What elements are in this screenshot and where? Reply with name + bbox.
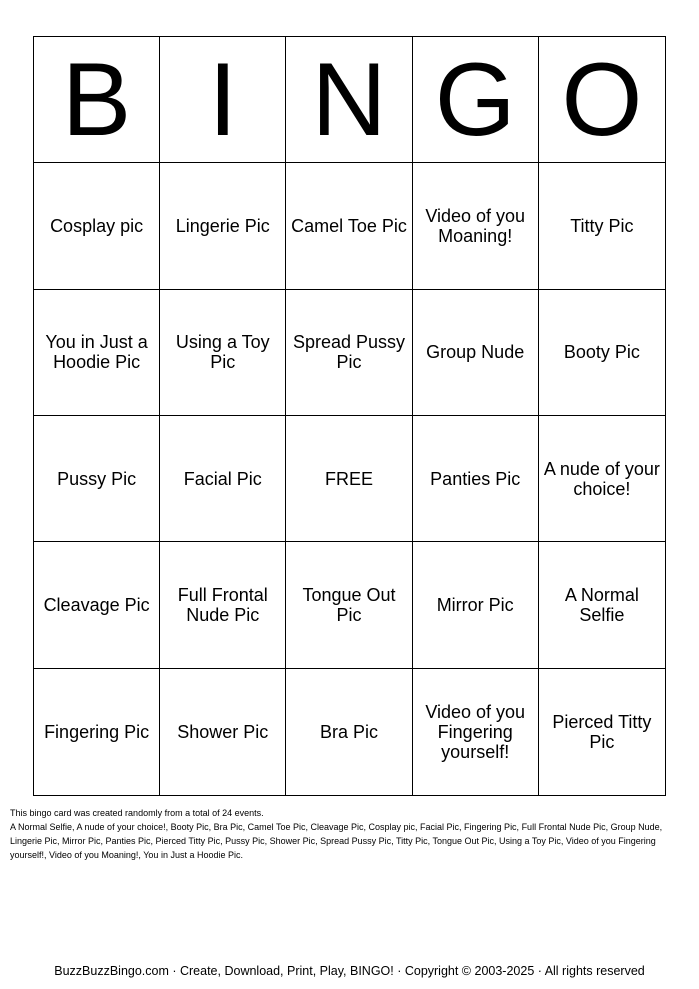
square-label: Video of you Moaning!	[425, 205, 526, 246]
footer-copyright: BuzzBuzzBingo.com · Create, Download, Print, Play, BINGO! · Copyright © 2003-2025 · All rights reserved	[54, 964, 645, 978]
header-cell-g	[413, 37, 539, 163]
square-label: Panties Pic	[430, 468, 521, 489]
header-letter: G	[434, 41, 516, 158]
bingo-square	[34, 669, 160, 795]
bingo-square	[413, 669, 539, 795]
bingo-square	[413, 290, 539, 416]
bingo-square	[539, 542, 665, 668]
header-cell-o	[539, 37, 665, 163]
square-label: Cleavage Pic	[43, 594, 150, 615]
bingo-square	[34, 290, 160, 416]
bingo-square	[539, 416, 665, 542]
square-label: A Normal Selfie	[564, 584, 639, 625]
square-label: Using a Toy Pic	[175, 332, 270, 373]
square-label: Spread Pussy Pic	[292, 332, 406, 373]
bingo-square	[160, 542, 286, 668]
bingo-square	[160, 290, 286, 416]
header-letter: N	[311, 41, 387, 158]
square-label: Titty Pic	[570, 215, 634, 236]
square-label: Tongue Out Pic	[302, 584, 396, 625]
info-events-list: A Normal Selfie, A nude of your choice!, Booty Pic, Bra Pic, Camel Toe Pic, Cleavage Pic, Cosplay pic, Facial Pic, Fingering Pic, Full Frontal Nude Pic, Group Nude, Lingerie Pic, Mirror Pic, Panties Pic, Pierced Titty Pic, Pussy Pic, Shower Pic, Spread Pussy Pic, Titty Pic, Tongue Out Pic, Using a Toy Pic, Video of you Fingering yourself!, Video of you Moaning!, You in Just a Hoodie Pic.	[10, 822, 663, 860]
bingo-card	[33, 36, 666, 796]
header-letter: O	[561, 41, 643, 158]
bingo-square	[34, 163, 160, 289]
square-label: Shower Pic	[177, 721, 269, 742]
square-label: Pierced Titty Pic	[552, 711, 652, 752]
square-label: FREE	[324, 468, 373, 489]
header-letter: I	[208, 41, 238, 158]
bingo-square	[539, 669, 665, 795]
free-square	[286, 416, 412, 542]
bingo-square	[160, 416, 286, 542]
square-label: You in Just a Hoodie Pic	[45, 332, 148, 373]
square-label: Mirror Pic	[436, 594, 514, 615]
square-label: Video of you Fingering yourself!	[425, 701, 526, 762]
bingo-square	[286, 163, 412, 289]
square-label: Fingering Pic	[44, 721, 150, 742]
bingo-square	[286, 290, 412, 416]
square-label: Pussy Pic	[57, 468, 137, 489]
bingo-square	[160, 163, 286, 289]
bingo-square	[34, 416, 160, 542]
bingo-square	[34, 542, 160, 668]
bingo-square	[413, 416, 539, 542]
bingo-square	[413, 542, 539, 668]
square-label: Group Nude	[426, 342, 525, 363]
header-cell-i	[160, 37, 286, 163]
bingo-square	[413, 163, 539, 289]
bingo-square	[539, 290, 665, 416]
square-label: A nude of your choice!	[543, 458, 660, 499]
square-label: Cosplay pic	[50, 215, 144, 236]
square-label: Lingerie Pic	[175, 215, 270, 236]
bingo-square	[539, 163, 665, 289]
bingo-square	[286, 669, 412, 795]
card-info	[10, 806, 680, 862]
header-letter: B	[61, 41, 132, 158]
bingo-square	[160, 669, 286, 795]
square-label: Bra Pic	[319, 721, 378, 742]
square-label: Full Frontal Nude Pic	[177, 584, 268, 625]
square-label: Camel Toe Pic	[291, 215, 407, 236]
header-cell-b	[34, 37, 160, 163]
square-label: Facial Pic	[183, 468, 262, 489]
info-summary: This bingo card was created randomly from a total of 24 events.	[10, 808, 264, 818]
square-label: Booty Pic	[563, 342, 640, 363]
header-cell-n	[286, 37, 412, 163]
bingo-square	[286, 542, 412, 668]
